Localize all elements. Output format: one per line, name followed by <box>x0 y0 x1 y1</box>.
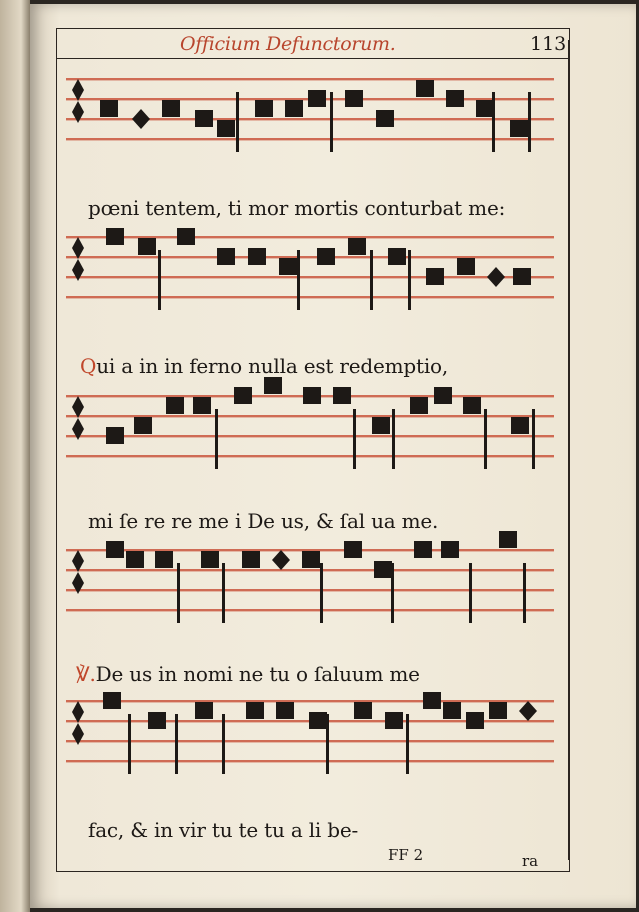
breve-note <box>499 531 517 548</box>
note-stem <box>326 714 329 774</box>
breve-note <box>443 702 461 719</box>
note-stem <box>353 409 356 469</box>
breve-note <box>489 702 507 719</box>
note-stem <box>392 409 395 469</box>
semibreve-note <box>132 109 150 129</box>
catchword: ra <box>522 852 539 870</box>
note-stem <box>175 714 178 774</box>
breve-note <box>303 387 321 404</box>
staff-line <box>66 760 554 762</box>
note-stem <box>222 563 225 623</box>
breve-note <box>285 100 303 117</box>
note-stem <box>222 714 225 774</box>
staff-line <box>66 296 554 298</box>
breve-note <box>201 551 219 568</box>
staff-line <box>66 455 554 457</box>
clef-mark <box>72 396 84 418</box>
breve-note <box>414 541 432 558</box>
breve-note <box>103 692 121 709</box>
note-stem <box>532 409 535 469</box>
lyric-line-3 <box>88 509 438 533</box>
breve-note <box>264 377 282 394</box>
lyric-initial: ℣. <box>76 662 96 686</box>
lyric-line-4 <box>76 662 420 686</box>
breve-note <box>126 551 144 568</box>
breve-note <box>248 248 266 265</box>
staff-line <box>66 78 554 80</box>
note-stem <box>391 563 394 623</box>
breve-note <box>511 417 529 434</box>
breve-note <box>100 100 118 117</box>
breve-note <box>441 541 459 558</box>
staff-line <box>66 138 554 140</box>
note-stem <box>370 250 373 310</box>
breve-note <box>106 541 124 558</box>
semibreve-note <box>272 550 290 570</box>
breve-note <box>457 258 475 275</box>
lyric-line-2 <box>80 354 448 378</box>
staff-line <box>66 740 554 742</box>
breve-note <box>166 397 184 414</box>
breve-note <box>345 90 363 107</box>
breve-note <box>308 90 326 107</box>
note-stem <box>330 92 333 152</box>
breve-note <box>195 110 213 127</box>
breve-note <box>246 702 264 719</box>
lyric-text: mi ſe re re me i De us, & ſal ua me. <box>88 509 439 533</box>
lyric-line-1 <box>88 196 505 220</box>
breve-note <box>426 268 444 285</box>
breve-note <box>162 100 180 117</box>
breve-note <box>134 417 152 434</box>
breve-note <box>279 258 297 275</box>
note-stem <box>408 250 411 310</box>
clef-mark <box>72 550 84 572</box>
staff-line <box>66 276 554 278</box>
staff-line <box>66 256 554 258</box>
breve-note <box>513 268 531 285</box>
breve-note <box>416 80 434 97</box>
lyric-text: De us in nomi ne tu o ſaluum me <box>95 662 420 686</box>
page-number: 113 <box>530 33 567 55</box>
breve-note <box>193 397 211 414</box>
breve-note <box>255 100 273 117</box>
lyric-text: ui a in in ferno nulla est redemptio, <box>96 354 449 378</box>
staff-line <box>66 700 554 702</box>
breve-note <box>276 702 294 719</box>
breve-note <box>476 100 494 117</box>
note-stem <box>523 563 526 623</box>
lyric-initial: Q <box>80 354 97 378</box>
note-stem <box>158 250 161 310</box>
breve-note <box>234 387 252 404</box>
breve-note <box>242 551 260 568</box>
clef-mark <box>72 237 84 259</box>
breve-note <box>348 238 366 255</box>
breve-note <box>148 712 166 729</box>
breve-note <box>333 387 351 404</box>
breve-note <box>446 90 464 107</box>
breve-note <box>309 712 327 729</box>
note-stem <box>215 409 218 469</box>
breve-note <box>510 120 528 137</box>
clef-mark <box>72 701 84 723</box>
breve-note <box>177 228 195 245</box>
breve-note <box>388 248 406 265</box>
lyric-text: fac, & in vir tu te tu a li be- <box>88 818 359 842</box>
note-stem <box>128 714 131 774</box>
staff-line <box>66 609 554 611</box>
breve-note <box>376 110 394 127</box>
breve-note <box>217 248 235 265</box>
staff-line <box>66 435 554 437</box>
breve-note <box>374 561 392 578</box>
note-stem <box>297 250 300 310</box>
note-stem <box>406 714 409 774</box>
note-stem <box>492 92 495 152</box>
breve-note <box>302 551 320 568</box>
note-stem <box>177 563 180 623</box>
lyric-text: pœni tentem, ti mor mortis conturbat me: <box>88 196 506 220</box>
semibreve-note <box>487 267 505 287</box>
staff-line <box>66 569 554 571</box>
signature-mark: FF 2 <box>388 846 424 864</box>
note-stem <box>469 563 472 623</box>
clef-mark <box>72 79 84 101</box>
breve-note <box>466 712 484 729</box>
breve-note <box>410 397 428 414</box>
breve-note <box>317 248 335 265</box>
breve-note <box>217 120 235 137</box>
breve-note <box>354 702 372 719</box>
lyric-line-5 <box>88 818 358 842</box>
note-stem <box>484 409 487 469</box>
running-head: Officium Defunctorum. <box>180 33 396 55</box>
breve-note <box>106 228 124 245</box>
breve-note <box>434 387 452 404</box>
breve-note <box>344 541 362 558</box>
breve-note <box>372 417 390 434</box>
staff-line <box>66 589 554 591</box>
note-stem <box>528 92 531 152</box>
breve-note <box>463 397 481 414</box>
breve-note <box>138 238 156 255</box>
breve-note <box>423 692 441 709</box>
breve-note <box>155 551 173 568</box>
note-stem <box>320 563 323 623</box>
breve-note <box>195 702 213 719</box>
semibreve-note <box>519 701 537 721</box>
note-stem <box>236 92 239 152</box>
breve-note <box>106 427 124 444</box>
breve-note <box>385 712 403 729</box>
